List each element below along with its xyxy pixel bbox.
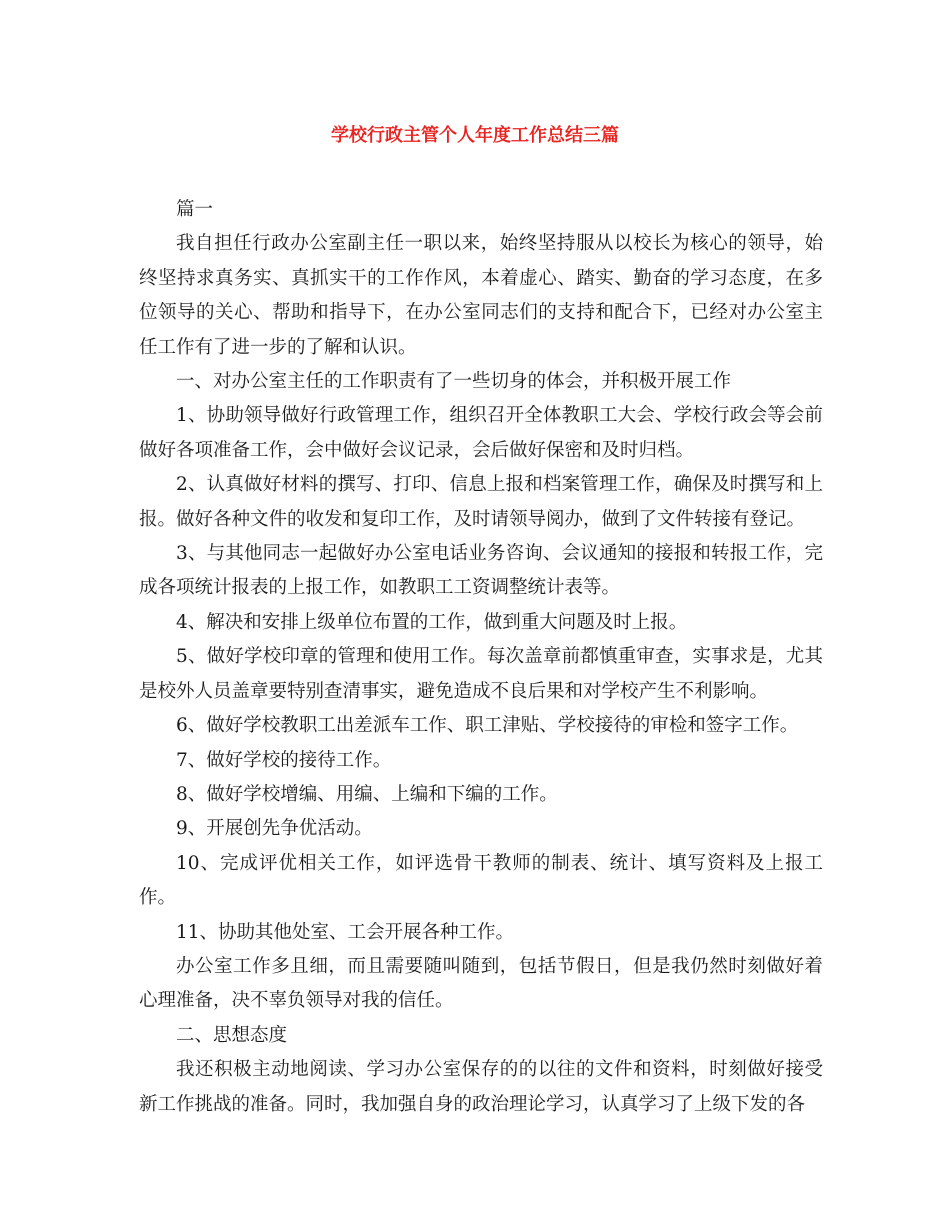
- list-item-10: 10、完成评优相关工作，如评选骨干教师的制表、统计、填写资料及上报工作。: [139, 852, 823, 909]
- paragraph-summary: 办公室工作多且细，而且需要随叫随到，包括节假日，但是我仍然时刻做好着心理准备，决不辜负领导对我的信任。: [139, 955, 823, 1012]
- heading-duties: 一、对办公室主任的工作职责有了一些切身的体会，并积极开展工作: [176, 371, 732, 393]
- list-item-11: 11、协助其他处室、工会开展各种工作。: [176, 921, 515, 943]
- list-item-7: 7、做好学校的接待工作。: [176, 749, 392, 771]
- heading-attitude: 二、思想态度: [176, 1024, 288, 1046]
- list-item-1: 1、协助领导做好行政管理工作，组织召开全体教职工大会、学校行政会等会前做好各项准备工作，会中做好会议记录，会后做好保密和及时归档。: [139, 405, 823, 461]
- paragraph-intro: 我自担任行政办公室副主任一职以来，始终坚持服从以校长为核心的领导，始终坚持求真务实、真抓实干的工作作风，本着虚心、踏实、勤奋的学习态度，在多位领导的关心、帮助和指导下，在办公室同志们的支持和配合下，已经对办公室主任工作有了进一步的了解和认识。: [139, 233, 823, 358]
- document-title: 学校行政主管个人年度工作总结三篇: [331, 125, 619, 146]
- paragraph-section-label: 篇一: [176, 199, 214, 220]
- list-item-8: 8、做好学校增编、用编、上编和下编的工作。: [176, 783, 558, 805]
- list-item-5: 5、做好学校印章的管理和使用工作。每次盖章前都慎重审查，实事求是，尤其是校外人员盖章要特别查清事实，避免造成不良后果和对学校产生不利影响。: [139, 646, 823, 702]
- document-body: [139, 193, 823, 1122]
- list-item-2: 2、认真做好材料的撰写、打印、信息上报和档案管理工作，确保及时撰写和上报。做好各种文件的收发和复印工作，及时请领导阅办，做到了文件转接有登记。: [139, 474, 823, 530]
- paragraph-attitude: 我还积极主动地阅读、学习办公室保存的的以往的文件和资料，时刻做好接受新工作挑战的准备。同时，我加强自身的政治理论学习，认真学习了上级下发的各: [139, 1059, 823, 1115]
- list-item-3: 3、与其他同志一起做好办公室电话业务咨询、会议通知的接报和转报工作，完成各项统计报表的上报工作，如教职工工资调整统计表等。: [139, 543, 823, 599]
- list-item-6: 6、做好学校教职工出差派车工作、职工津贴、学校接待的审检和签字工作。: [176, 715, 799, 737]
- list-item-9: 9、开展创先争优活动。: [176, 818, 373, 840]
- list-item-4: 4、解决和安排上级单位布置的工作，做到重大问题及时上报。: [176, 611, 688, 633]
